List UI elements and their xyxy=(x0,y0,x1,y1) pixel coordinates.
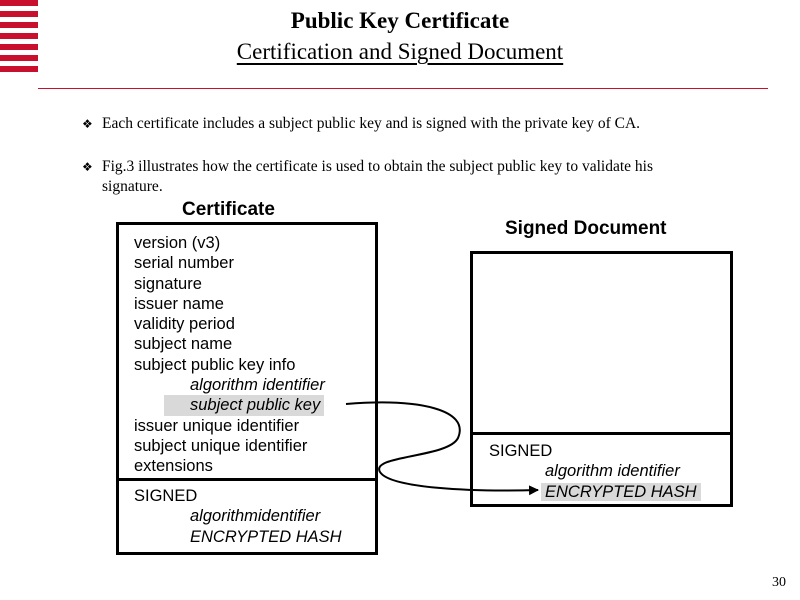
certificate-signed-algorithm: algorithmidentifier xyxy=(190,507,321,526)
document-signed-label: SIGNED xyxy=(489,442,553,460)
field-subject-unique-identifier: subject unique identifier xyxy=(134,436,308,455)
field-issuer-name: issuer name xyxy=(134,294,224,313)
page-number: 30 xyxy=(772,575,786,590)
signed-document-label: Signed Document xyxy=(505,218,667,239)
field-validity-period: validity period xyxy=(134,315,235,334)
field-subject-public-key-info: subject public key info xyxy=(134,355,296,374)
field-subject-public-key: subject public key xyxy=(164,395,324,415)
bullet-item: ❖ Each certificate includes a subject public key and is signed with the private key of CA. xyxy=(82,115,641,132)
diamond-bullet-icon: ❖ xyxy=(82,160,93,174)
slide-title: Public Key Certificate xyxy=(290,8,510,33)
field-signature: signature xyxy=(134,274,202,293)
document-signed-algorithm: algorithm identifier xyxy=(545,462,680,481)
certificate-signed-label: SIGNED xyxy=(134,487,198,505)
certificate-label: Certificate xyxy=(182,199,275,220)
bullet-item: ❖ Fig.3 illustrates how the certificate is used to obtain the subject public key to validate his signature. xyxy=(82,158,653,195)
field-serial-number: serial number xyxy=(134,254,234,273)
field-algorithm-identifier: algorithm identifier xyxy=(190,376,325,395)
slide-subtitle: Certification and Signed Document xyxy=(236,39,564,64)
document-signed-hash: ENCRYPTED HASH xyxy=(541,483,701,501)
field-subject-name: subject name xyxy=(134,335,233,354)
field-extensions: extensions xyxy=(134,457,213,476)
field-issuer-unique-identifier: issuer unique identifier xyxy=(134,416,300,435)
field-version: version (v3) xyxy=(134,234,221,252)
certificate-signed-hash: ENCRYPTED HASH xyxy=(190,527,342,546)
diamond-bullet-icon: ❖ xyxy=(82,117,93,131)
